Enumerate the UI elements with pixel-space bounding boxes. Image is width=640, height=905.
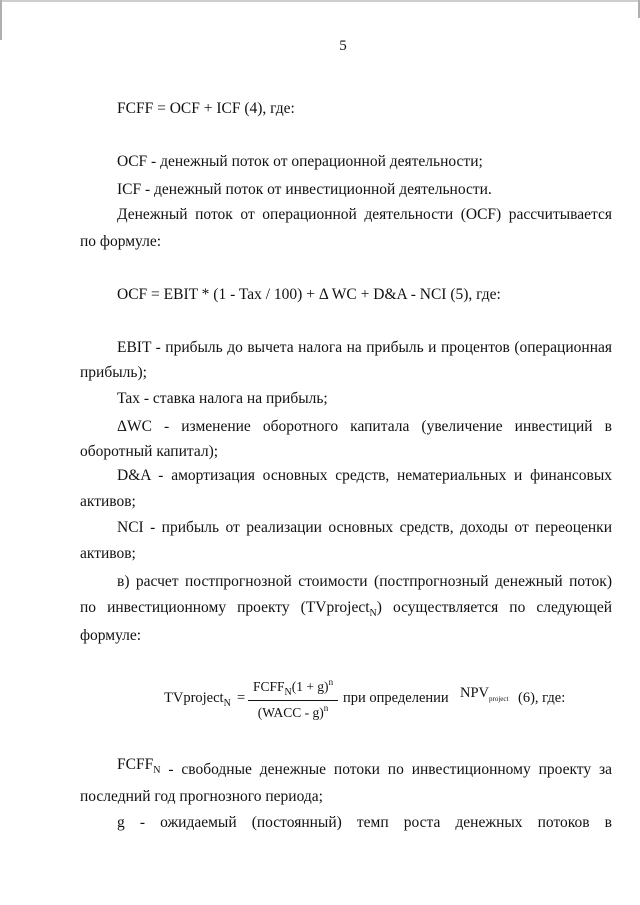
tv-line2-part-b: ) осуществляется по следующей <box>376 599 612 616</box>
da-definition: D&A - амортизация основных средств, нематериальных и финансовых <box>117 467 612 484</box>
numerator-fcff: FCFF <box>252 679 285 694</box>
numerator-subscript: N <box>284 687 292 698</box>
formula-6-mid-text: при определении <box>343 690 449 706</box>
fraction-numerator <box>248 678 338 698</box>
fcffn-definition <box>117 756 612 782</box>
tax-definition: Tax - ставка налога на прибыль; <box>117 390 328 407</box>
npv-symbol <box>460 683 508 705</box>
nci-definition-cont: активов; <box>80 545 136 562</box>
wc-definition-cont: оборотный капитал); <box>80 443 219 460</box>
tv-paragraph-line3: формуле: <box>80 627 142 644</box>
fraction-denominator <box>248 704 338 723</box>
formula-6-tail: (6), где: <box>518 690 566 706</box>
g-definition: g - ожидаемый (постоянный) темп роста денежных потоков в <box>117 814 612 831</box>
fcffn-definition-cont: последний год прогнозного периода; <box>80 788 323 805</box>
formula-5-line: OCF = EBIT * (1 - Tax / 100) + Δ WC + D&A - NCI (5), где: <box>117 286 501 303</box>
da-definition-cont: активов; <box>80 493 136 510</box>
formula-4-line: FCFF = OCF + ICF (4), где: <box>117 100 295 117</box>
numerator-exponent: n <box>328 677 334 687</box>
wc-definition: ΔWC - изменение оборотного капитала (увеличение инвестиций в <box>117 418 612 435</box>
formula-6-lhs <box>164 688 231 710</box>
fcffn-symbol: FCFF <box>117 756 154 773</box>
ebit-definition-cont: прибыль); <box>80 364 147 381</box>
scan-top-edge <box>0 0 640 2</box>
tv-line2-part-a: по инвестиционному проекту (TVproject <box>80 599 370 616</box>
tvproject-subscript: N <box>223 698 231 709</box>
denominator-wacc: (WACC - g) <box>257 705 324 720</box>
npv-subscript: project <box>489 695 509 703</box>
ocf-intro-cont: по формуле: <box>80 233 162 250</box>
scan-left-edge <box>0 0 2 40</box>
tv-paragraph-line1: в) расчет постпрогнозной стоимости (постпрогнозный денежный поток) <box>117 573 612 590</box>
tv-paragraph-line2 <box>80 598 612 620</box>
fraction-bar <box>248 700 338 701</box>
fcffn-subscript: N <box>153 765 161 776</box>
nci-definition: NCI - прибыль от реализации основных средств, доходы от переоценки <box>117 519 612 536</box>
page-number: 5 <box>339 38 347 54</box>
npv-text: NPV <box>460 685 490 701</box>
formula-6-equals: = <box>237 690 246 706</box>
ebit-definition: EBIT - прибыль до вычета налога на прибыль и процентов (операционная <box>117 339 612 356</box>
ocf-intro-line: Денежный поток от операционной деятельности (OCF) рассчитывается <box>117 206 612 223</box>
ocf-definition: OCF - денежный поток от операционной деятельности; <box>117 153 483 170</box>
denominator-exponent: n <box>323 703 329 713</box>
fcffn-definition-text: - свободные денежные потоки по инвестиционному проекту за <box>160 761 612 778</box>
tvproject-symbol: TVproject <box>164 690 224 706</box>
formula-6-fraction <box>248 678 338 723</box>
numerator-growth: (1 + g) <box>291 679 329 694</box>
icf-definition: ICF - денежный поток от инвестиционной деятельности. <box>117 181 492 198</box>
tv-line2-subscript: N <box>369 608 377 619</box>
